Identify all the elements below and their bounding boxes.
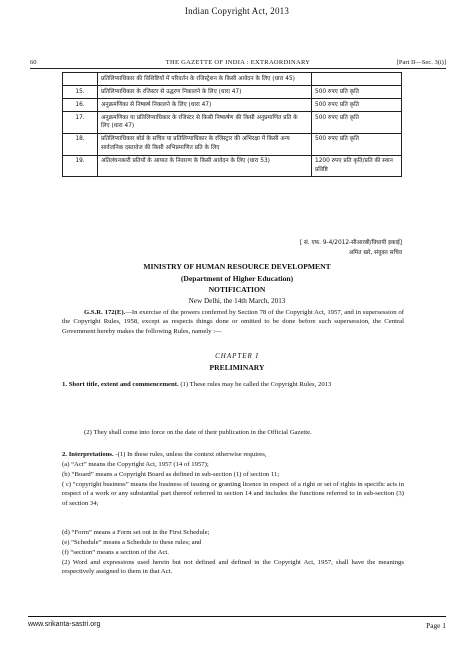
fee-row-amount: 500 रुपए प्रति कृति	[312, 85, 402, 98]
fee-table-row	[63, 133, 402, 155]
chapter-heading: CHAPTER I	[215, 352, 259, 360]
fee-row-number: 16.	[63, 98, 98, 111]
notification-date: New Delhi, the 14th March, 2013	[188, 297, 286, 305]
fee-table-row	[63, 155, 402, 177]
fee-table-row	[63, 73, 402, 86]
department-title: (Department of Higher Education)	[180, 274, 294, 283]
gsr-label: G.S.R. 172(E).	[84, 309, 126, 316]
rule-1-text: (1) These rules may be called the Copyright Rules, 2013	[178, 381, 332, 388]
fee-table-row	[63, 85, 402, 98]
definition-f: (f) “section” means a section of the Act.	[62, 549, 169, 556]
fee-row-description: प्रतिलिप्याधिकार की विशिष्टियों में परिवर्तन के रजिस्ट्रेशन के किसी आवेदन के लिए (धारा 45)	[98, 73, 312, 86]
fee-row-description: अनुक्रमणिका से निष्कर्ष निकालने के लिए (धारा 47)	[98, 98, 312, 111]
fee-row-number: 15.	[63, 85, 98, 98]
fee-row-description: अतिलंघनकारी प्रतियों के आयात के निवारण के किसी आवेदन के लिए (धारा 53)	[98, 155, 312, 177]
definition-e: (e) “Schedule” means a Schedule to these rules; and	[62, 539, 202, 546]
fee-row-amount: 1200 रुपए प्रति कृति/प्रति की स्थान प्रविष्टि	[312, 155, 402, 177]
fee-row-amount: 500 रुपए प्रति कृति	[312, 98, 402, 111]
fee-row-description: अनुक्रमणिका या प्रतिलिप्याधिकार के रजिस्टर से किसी निष्कर्षण की किसी अनुप्रमाणित प्रति के लिए (धारा 47)	[98, 111, 312, 133]
fee-row-amount: 500 रुपए प्रति कृति	[312, 133, 402, 155]
gazette-title: THE GAZETTE OF INDIA : EXTRAORDINARY	[165, 59, 311, 66]
rule-1-subsection-2: (2) They shall come into force on the date of their publication in the Official Gazette.	[84, 429, 312, 436]
rule-2-subsection-2: (2) Word and expressions used herein but not defined and defined in the Copyright Act, 1957, shall have the meanings respectively assigned to them in that Act.	[62, 559, 404, 576]
rule-2-intro: -(1) In these rules, unless the context otherwise requires,	[113, 451, 267, 458]
fee-table	[62, 72, 402, 177]
signatory: अमित खरे, संयुक्त सचिव	[348, 250, 402, 256]
fee-table-row	[63, 98, 402, 111]
rule-2-heading: 2. Interpretations.	[62, 451, 114, 458]
fee-table-row	[63, 111, 402, 133]
part-section: [Part II—Sec. 3(i)]	[396, 59, 446, 66]
website-link[interactable]: www.srikanta-sastri.org	[28, 621, 101, 628]
fee-row-amount: 500 रुपए प्रति कृति	[312, 111, 402, 133]
fee-row-description: प्रतिलिप्याधिकार के रजिस्टर से उद्धरण निकालने के लिए (धारा 47)	[98, 85, 312, 98]
fee-row-description: प्रतिलिप्याधिकार बोर्ड के सचिव या प्रतिलिप्याधिकार के रजिस्ट्रार की अभिरक्षा में किसी अन्य सार्वजनिक दस्तावेज की किसी अभिप्रमाणित प्रति के लिए	[98, 133, 312, 155]
definition-c: ( c) “copyright business” means the business of issuing or granting licence in respect of a right or set of rights in specific acts in respect of a work or any substantial part thereof referred in section 14 and includes the functions referred to in sub-section (3) of section 34;	[62, 481, 404, 507]
gsr-paragraph	[62, 308, 404, 336]
fee-row-amount	[312, 73, 402, 86]
gsr-text: —In exercise of the powers conferred by Section 78 of the Copyright Act, 1957, and in supersession of the Copyright Rules, 1958, except as respects things done or omitted to be done before such supersession, the Central Government hereby makes the following Rules, namely :—	[62, 309, 404, 335]
header-rule	[30, 68, 446, 69]
fee-row-number: 18.	[63, 133, 98, 155]
order-reference	[220, 238, 402, 258]
file-number: [ सं. एफ. 9-4/2012-सीआरबी/विधायी इकाई]	[299, 240, 402, 246]
page-indicator: Page 1	[426, 621, 446, 630]
page-number: 60	[30, 59, 37, 66]
fee-row-number: 17.	[63, 111, 98, 133]
definition-b: (b) “Board” means a Copyright Board as defined in sub-section (1) of section 11;	[62, 471, 280, 478]
fee-row-number	[63, 73, 98, 86]
definition-d: (d) “Form” means a Form set out in the First Schedule;	[62, 529, 210, 536]
ministry-title: MINISTRY OF HUMAN RESOURCE DEVELOPMENT	[143, 262, 331, 271]
preliminary-heading: PRELIMINARY	[209, 363, 265, 372]
rule-1-heading: 1. Short title, extent and commencement.	[62, 381, 179, 388]
footer-rule	[28, 616, 446, 617]
document-title: Indian Copyright Act, 2013	[184, 6, 290, 16]
rule-1-paragraph	[62, 380, 404, 389]
definition-a: (a) “Act” means the Copyright Act, 1957 (14 of 1957);	[62, 461, 209, 468]
notification-title: NOTIFICATION	[208, 285, 266, 294]
rule-2-paragraph	[62, 450, 404, 459]
fee-row-number: 19.	[63, 155, 98, 177]
